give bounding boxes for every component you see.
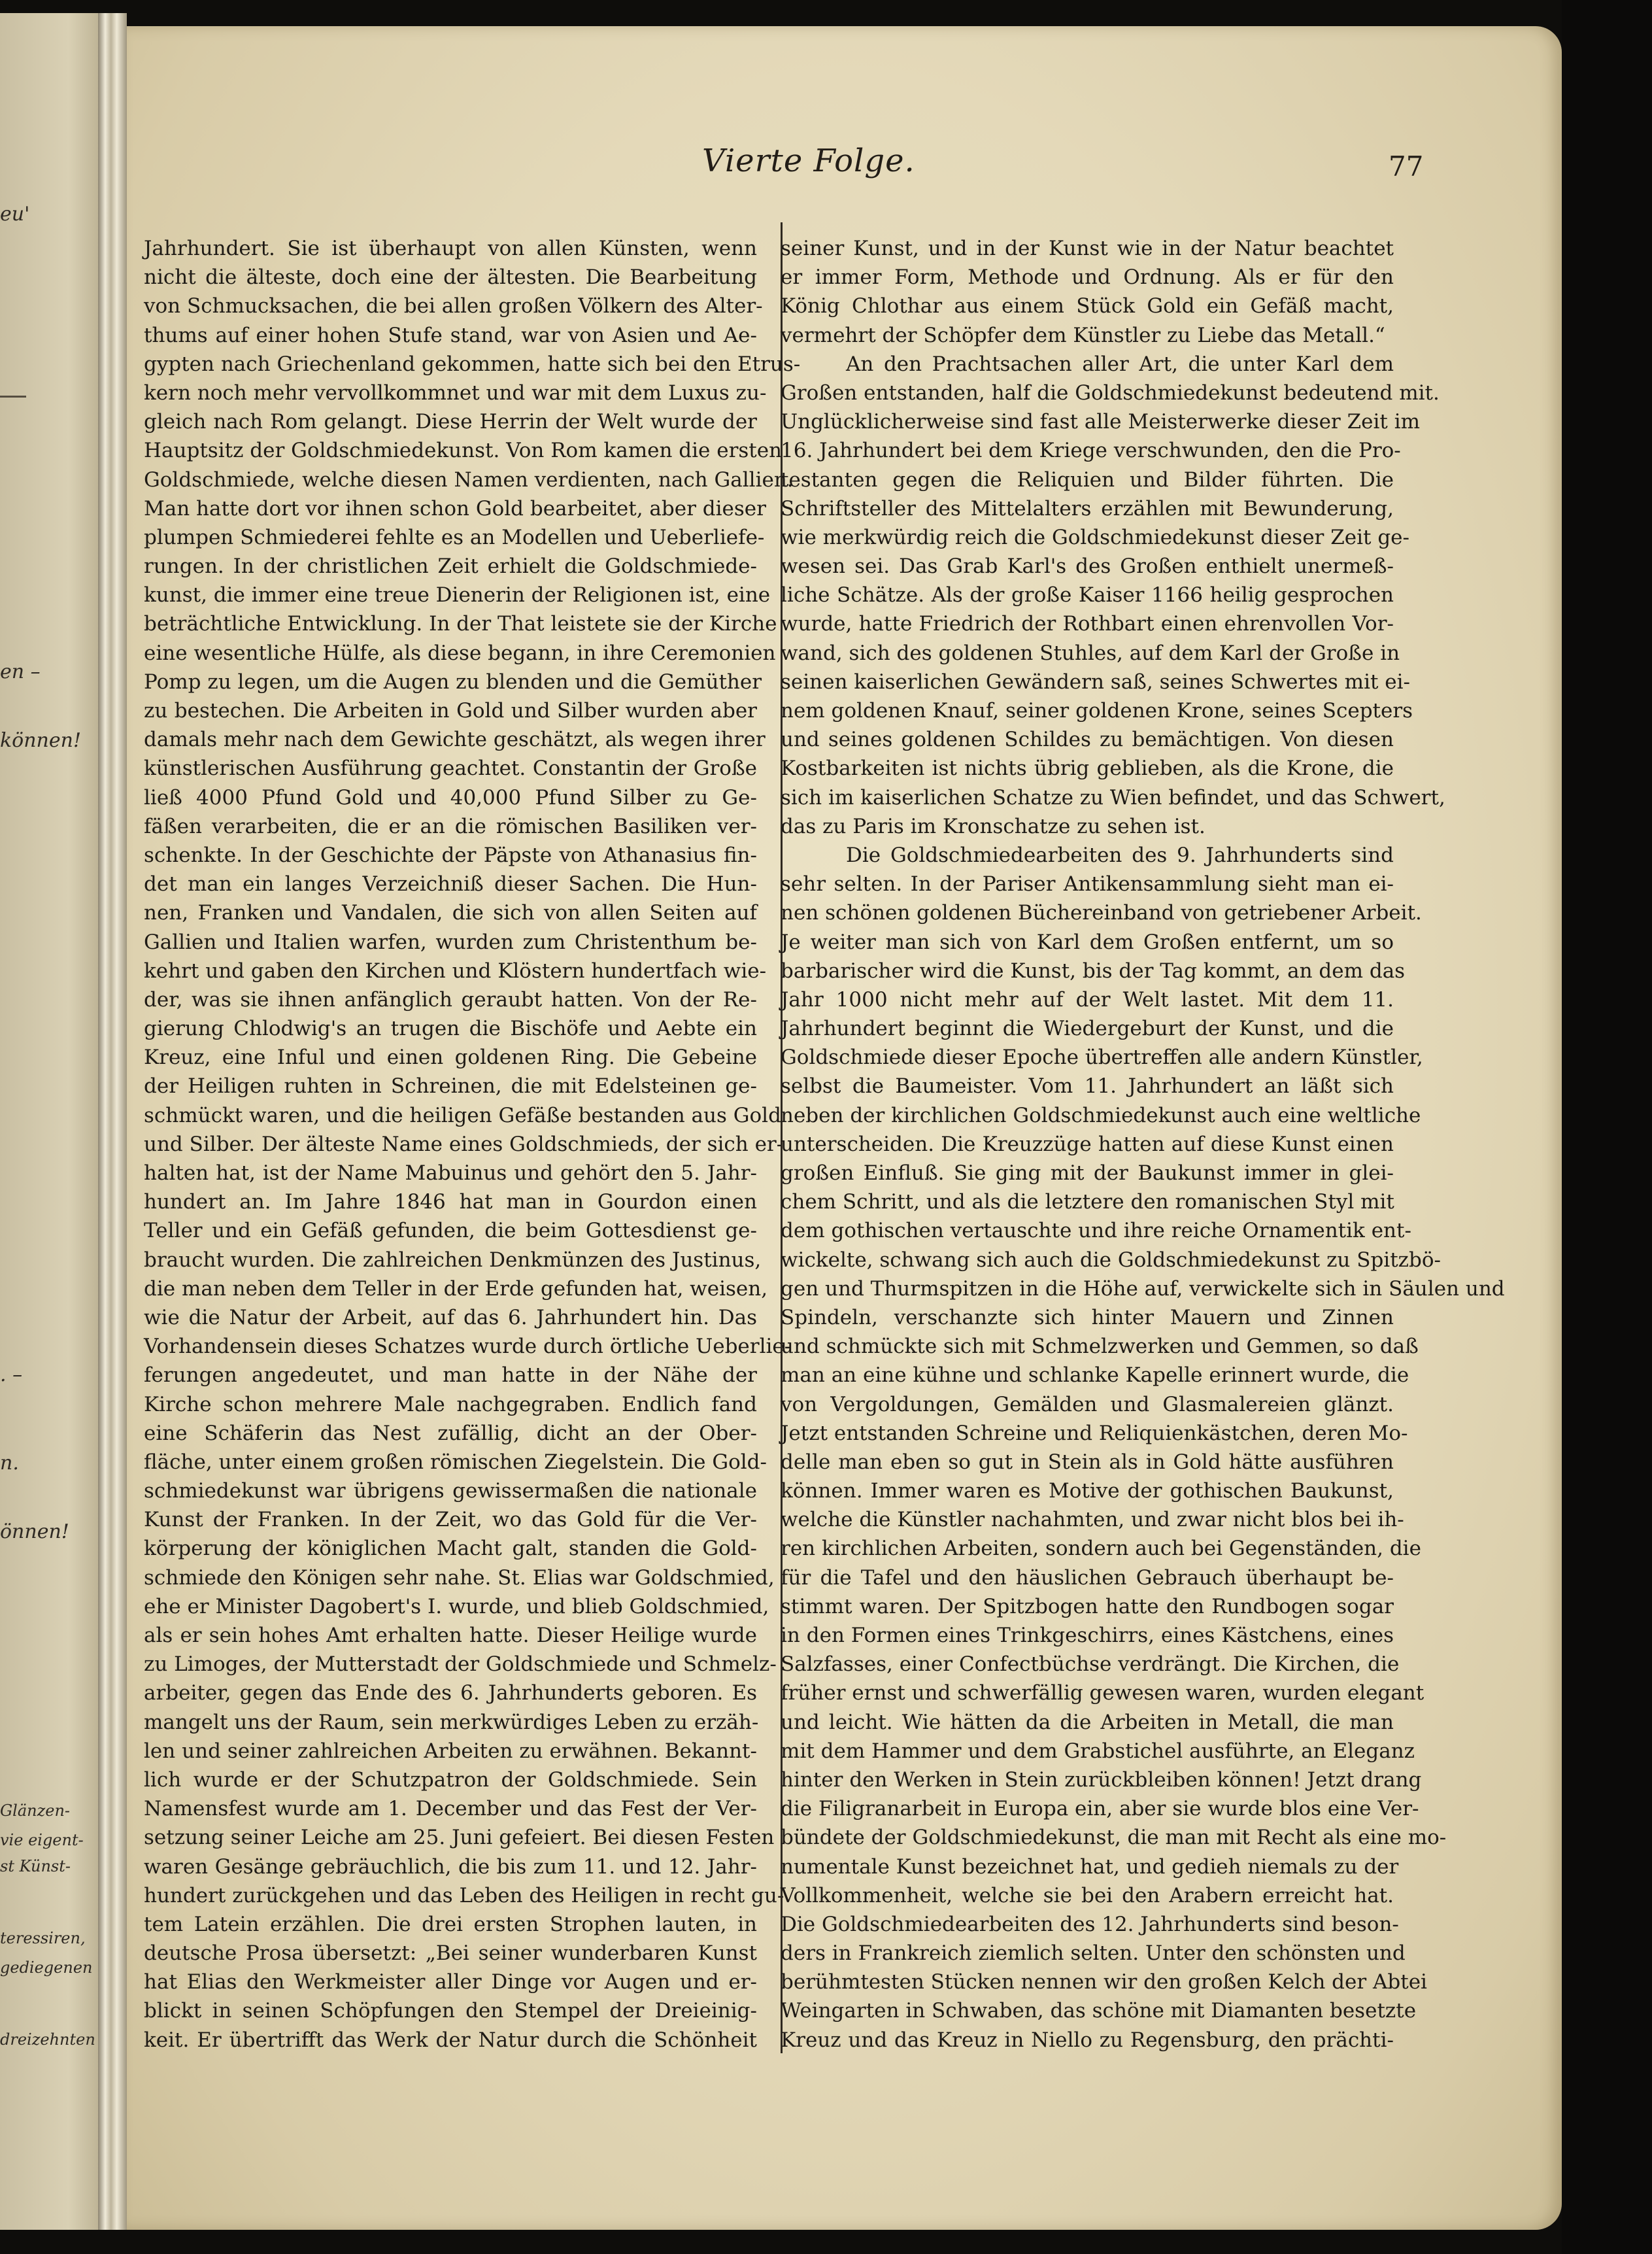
text-line: Spindeln, verschanzte sich hinter Mauern und Zinnen <box>781 1305 1394 1329</box>
text-line: sehr selten. In der Pariser Antikensammlung sieht man ei- <box>781 872 1394 896</box>
text-line: eine Schäferin das Nest zufällig, dicht an der Ober- <box>144 1421 757 1445</box>
book-page <box>127 26 1562 2230</box>
text-line: körperung der königlichen Macht galt, standen die Gold- <box>144 1537 757 1561</box>
text-line: neben der kirchlichen Goldschmiedekunst auch eine weltliche <box>781 1103 1421 1127</box>
text-line: An den Prachtsachen aller Art, die unter Karl dem <box>846 352 1394 376</box>
text-line: Weingarten in Schwaben, das schöne mit Diamanten besetzte <box>781 1999 1417 2023</box>
text-line: Teller und ein Gefäß gefunden, die beim Gottesdienst ge- <box>144 1219 757 1243</box>
text-line: kunst, die immer eine treue Dienerin der Religionen ist, eine <box>144 583 771 607</box>
text-line: kehrt und gaben den Kirchen und Klöstern hundertfach wie- <box>144 959 767 983</box>
text-line: len und seiner zahlreichen Arbeiten zu erwähnen. Bekannt- <box>144 1739 757 1763</box>
text-line: von Vergoldungen, Gemälden und Glasmalereien glänzt. <box>781 1392 1394 1416</box>
text-line: welche die Künstler nachahmten, und zwar nicht blos bei ih- <box>781 1508 1404 1532</box>
text-line: beträchtliche Entwicklung. In der That leistete sie der Kirche <box>144 612 777 636</box>
text-line: die man neben dem Teller in der Erde gefunden hat, weisen, <box>144 1276 768 1301</box>
text-line: eine wesentliche Hülfe, als diese begann, in ihre Ceremonien <box>144 641 776 665</box>
text-line: man an eine kühne und schlanke Kapelle erinnert wurde, die <box>781 1363 1409 1388</box>
text-line: barbarischer wird die Kunst, bis der Tag kommt, an dem das <box>781 959 1406 983</box>
text-line: Großen entstanden, half die Goldschmiedekunst bedeutend mit. <box>781 381 1440 405</box>
facing-page-fragment: gediegenen <box>0 1958 93 1977</box>
text-line: blickt in seinen Schöpfungen den Stempel der Dreieinig- <box>144 1999 757 2023</box>
text-line: Kostbarkeiten ist nichts übrig geblieben, als die Krone, die <box>781 757 1394 781</box>
text-line: tem Latein erzählen. Die drei ersten Strophen lauten, in <box>144 1912 757 1936</box>
text-line: Kirche schon mehrere Male nachgegraben. Endlich fand <box>144 1392 757 1416</box>
text-line: Vollkommenheit, welche sie bei den Arabern erreicht hat. <box>781 1883 1394 1907</box>
text-line: wie merkwürdig reich die Goldschmiedekunst dieser Zeit ge- <box>781 525 1409 549</box>
facing-page-fragment: können! <box>0 729 82 752</box>
facing-page-rule <box>0 396 26 398</box>
text-line: Jetzt entstanden Schreine und Reliquienkästchen, deren Mo- <box>781 1421 1408 1445</box>
text-line: ren kirchlichen Arbeiten, sondern auch bei Gegenständen, die <box>781 1537 1421 1561</box>
text-line: numentale Kunst bezeichnet hat, und gedieh niemals zu der <box>781 1854 1399 1879</box>
text-line: mit dem Hammer und dem Grabstichel ausführte, an Eleganz <box>781 1739 1415 1763</box>
text-line: nem goldenen Knauf, seiner goldenen Krone, seines Scepters <box>781 699 1413 723</box>
running-head: Vierte Folge. <box>702 143 915 179</box>
text-line: der Heiligen ruhten in Schreinen, die mit Edelsteinen ge- <box>144 1074 757 1099</box>
text-line: deutsche Prosa übersetzt: „Bei seiner wunderbaren Kunst <box>144 1941 757 1966</box>
text-line: Vorhandensein dieses Schatzes wurde durch örtliche Ueberlie- <box>144 1335 792 1359</box>
text-line: gierung Chlodwig's an trugen die Bischöfe und Aebte ein <box>144 1017 757 1041</box>
text-line: Jahrhundert beginnt die Wiedergeburt der Kunst, und die <box>781 1017 1394 1041</box>
facing-page-fragment: Glänzen- <box>0 1801 71 1820</box>
text-line: 16. Jahrhundert bei dem Kriege verschwunden, den die Pro- <box>781 439 1401 463</box>
text-line: und Silber. Der älteste Name eines Goldschmieds, der sich er- <box>144 1132 784 1156</box>
text-line: seinen kaiserlichen Gewändern saß, seines Schwertes mit ei- <box>781 670 1411 694</box>
text-line: wie die Natur der Arbeit, auf das 6. Jahrhundert hin. Das <box>144 1305 757 1329</box>
text-line: Jahrhundert. Sie ist überhaupt von allen Künsten, wenn <box>144 237 757 260</box>
text-line: ders in Frankreich ziemlich selten. Unter den schönsten und <box>781 1941 1406 1966</box>
text-line: setzung seiner Leiche am 25. Juni gefeiert. Bei diesen Festen <box>144 1826 775 1850</box>
text-line: Je weiter man sich von Karl dem Großen entfernt, um so <box>781 930 1394 954</box>
text-line: Die Goldschmiedearbeiten des 12. Jahrhunderts sind beson- <box>781 1912 1399 1936</box>
facing-page-fragment: st Künst- <box>0 1857 71 1875</box>
text-column-right <box>781 234 1505 2055</box>
text-line: bündete der Goldschmiedekunst, die man mit Recht als eine mo- <box>781 1826 1447 1850</box>
text-line: unterscheiden. Die Kreuzzüge hatten auf diese Kunst einen <box>781 1132 1394 1156</box>
text-line: Kunst der Franken. In der Zeit, wo das Gold für die Ver- <box>144 1508 757 1532</box>
text-line: fäßen verarbeiten, die er an die römischen Basiliken ver- <box>144 814 757 838</box>
text-line: sich im kaiserlichen Schatze zu Wien befindet, und das Schwert, <box>781 785 1445 810</box>
text-line: hundert zurückgehen und das Leben des Heiligen in recht gu- <box>144 1883 784 1907</box>
text-line: Kreuz und das Kreuz in Niello zu Regensburg, den prächti- <box>781 2028 1394 2052</box>
text-line: Namensfest wurde am 1. December und das Fest der Ver- <box>144 1797 757 1821</box>
text-line: Die Goldschmiedearbeiten des 9. Jahrhunderts sind <box>846 843 1394 867</box>
text-line: gen und Thurmspitzen in die Höhe auf, verwickelte sich in Säulen und <box>781 1276 1505 1301</box>
text-line: und leicht. Wie hätten da die Arbeiten in Metall, die man <box>781 1710 1394 1734</box>
text-line: wesen sei. Das Grab Karl's des Großen enthielt unermeß- <box>781 555 1394 579</box>
text-line: künstlerischen Ausführung geachtet. Constantin der Große <box>144 757 757 781</box>
text-line: schmückt waren, und die heiligen Gefäße bestanden aus Gold <box>144 1103 781 1127</box>
text-line: arbeiter, gegen das Ende des 6. Jahrhunderts geboren. Es <box>144 1681 757 1705</box>
text-line: in den Formen eines Trinkgeschirrs, eines Kästchens, eines <box>781 1624 1394 1647</box>
page-number: 77 <box>1389 150 1424 182</box>
facing-page-fragment: dreizehnten <box>0 2030 95 2049</box>
text-line: wand, sich des goldenen Stuhles, auf dem Karl der Große in <box>781 641 1400 665</box>
text-line: rungen. In der christlichen Zeit erhielt die Goldschmiede- <box>144 555 757 579</box>
text-line: wurde, hatte Friedrich der Rothbart einen ehrenvollen Vor- <box>781 612 1394 636</box>
text-line: König Chlothar aus einem Stück Gold ein Gefäß macht, <box>781 294 1394 318</box>
text-line: gypten nach Griechenland gekommen, hatte sich bei den Etrus- <box>144 352 801 376</box>
text-line: zu bestechen. Die Arbeiten in Gold und Silber wurden aber <box>144 699 757 723</box>
text-line: Unglücklicherweise sind fast alle Meisterwerke dieser Zeit im <box>781 410 1421 434</box>
text-line: er immer Form, Methode und Ordnung. Als er für den <box>781 265 1394 290</box>
text-line: Pomp zu legen, um die Augen zu blenden und die Gemüther <box>144 670 762 694</box>
text-line: nen schönen goldenen Büchereinband von getriebener Arbeit. <box>781 901 1422 925</box>
text-line: berühmtesten Stücken nennen wir den großen Kelch der Abtei <box>781 1970 1427 1994</box>
text-line: seiner Kunst, und in der Kunst wie in der Natur beachtet <box>781 237 1394 260</box>
text-line: Kreuz, eine Inful und einen goldenen Ring. Die Gebeine <box>144 1046 757 1070</box>
text-line: mangelt uns der Raum, sein merkwürdiges Leben zu erzäh- <box>144 1710 759 1734</box>
text-line: gleich nach Rom gelangt. Diese Herrin der Welt wurde der <box>144 410 757 434</box>
text-line: die Filigranarbeit in Europa ein, aber sie wurde blos eine Ver- <box>781 1797 1419 1821</box>
text-line: Man hatte dort vor ihnen schon Gold bearbeitet, aber dieser <box>144 496 766 521</box>
text-line: als er sein hohes Amt erhalten hatte. Dieser Heilige wurde <box>144 1624 757 1647</box>
text-line: lich wurde er der Schutzpatron der Goldschmiede. Sein <box>144 1767 757 1792</box>
text-line: braucht wurden. Die zahlreichen Denkmünzen des Justinus, <box>144 1248 762 1272</box>
text-line: keit. Er übertrifft das Werk der Natur durch die Schönheit <box>144 2028 757 2052</box>
text-line: zu Limoges, der Mutterstadt der Goldschmiede und Schmelz- <box>144 1652 777 1677</box>
facing-page-edge <box>0 13 98 2230</box>
text-line: det man ein langes Verzeichniß dieser Sachen. Die Hun- <box>144 872 757 896</box>
text-line: wickelte, schwang sich auch die Goldschmiedekunst zu Spitzbö- <box>781 1248 1441 1272</box>
text-line: stimmt waren. Der Spitzbogen hatte den Rundbogen sogar <box>781 1594 1394 1618</box>
facing-page-fragment: vie eigent- <box>0 1831 84 1849</box>
text-line: Gallien und Italien warfen, wurden zum Christenthum be- <box>144 930 757 954</box>
text-line: schmiedekunst war übrigens gewissermaßen die nationale <box>144 1479 757 1503</box>
text-line: damals mehr nach dem Gewichte geschätzt, als wegen ihrer <box>144 728 766 752</box>
text-line: halten hat, ist der Name Mabuinus und gehört den 5. Jahr- <box>144 1161 757 1185</box>
text-line: ließ 4000 Pfund Gold und 40,000 Pfund Silber zu Ge- <box>144 785 757 810</box>
text-line: von Schmucksachen, die bei allen großen Völkern des Alter- <box>144 294 763 318</box>
text-line: früher ernst und schwerfällig gewesen waren, wurden elegant <box>781 1681 1424 1705</box>
text-line: ehe er Minister Dagobert's I. wurde, und blieb Goldschmied, <box>144 1594 769 1618</box>
facing-page-fragment: eu' <box>0 203 30 226</box>
text-line: können. Immer waren es Motive der gothischen Baukunst, <box>781 1479 1394 1503</box>
text-line: und seines goldenen Schildes zu bemächtigen. Von diesen <box>781 728 1394 752</box>
text-line: ferungen angedeutet, und man hatte in der Nähe der <box>144 1363 757 1388</box>
text-line: nen, Franken und Vandalen, die sich von allen Seiten auf <box>144 901 757 925</box>
facing-page-fragment: teressiren, <box>0 1929 86 1947</box>
text-line: Hauptsitz der Goldschmiedekunst. Von Rom kamen die ersten <box>144 439 783 463</box>
text-line: der, was sie ihnen anfänglich geraubt hatten. Von der Re- <box>144 987 757 1012</box>
text-line: hinter den Werken in Stein zurückbleiben können! Jetzt drang <box>781 1767 1422 1792</box>
text-line: testanten gegen die Reliquien und Bilder führten. Die <box>781 468 1394 492</box>
text-line: plumpen Schmiederei fehlte es an Modellen und Ueberliefe- <box>144 525 765 549</box>
facing-page-fragment: önnen! <box>0 1520 69 1543</box>
text-line: hat Elias den Werkmeister aller Dinge vor Augen und er- <box>144 1970 757 1994</box>
text-line: Salzfasses, einer Confectbüchse verdrängt. Die Kirchen, die <box>781 1652 1400 1677</box>
text-line: hundert an. Im Jahre 1846 hat man in Gourdon einen <box>144 1190 757 1214</box>
text-line: thums auf einer hohen Stufe stand, war von Asien und Ae- <box>144 323 757 347</box>
text-line: dem gothischen vertauschte und ihre reiche Ornamentik ent- <box>781 1219 1411 1243</box>
text-line: für die Tafel und den häuslichen Gebrauch überhaupt be- <box>781 1565 1394 1590</box>
text-line: und schmückte sich mit Schmelzwerken und Gemmen, so daß <box>781 1335 1419 1359</box>
facing-page-fragment: en – <box>0 660 41 683</box>
text-line: schmiede den Königen sehr nahe. St. Elias war Goldschmied, <box>144 1565 775 1590</box>
text-line: delle man eben so gut in Stein als in Gold hätte ausführen <box>781 1450 1394 1474</box>
text-line: chem Schritt, und als die letztere den romanischen Styl mit <box>781 1190 1394 1214</box>
text-line: Goldschmiede dieser Epoche übertreffen alle andern Künstler, <box>781 1046 1423 1070</box>
book-gutter <box>98 13 127 2230</box>
text-column-left <box>144 234 801 2055</box>
text-line: kern noch mehr vervollkommnet und war mit dem Luxus zu- <box>144 381 767 405</box>
text-line: Schriftsteller des Mittelalters erzählen mit Bewunderung, <box>781 496 1394 521</box>
scan-background-edge <box>1562 0 1652 2254</box>
facing-page-fragment: . – <box>0 1363 23 1386</box>
text-line: schenkte. In der Geschichte der Päpste von Athanasius fin- <box>144 843 757 867</box>
text-line: selbst die Baumeister. Vom 11. Jahrhundert an läßt sich <box>781 1074 1394 1099</box>
text-line: vermehrt der Schöpfer dem Künstler zu Liebe das Metall.“ <box>781 323 1385 347</box>
facing-page-fragment: n. <box>0 1452 19 1475</box>
text-line: fläche, unter einem großen römischen Ziegelstein. Die Gold- <box>144 1450 767 1474</box>
text-line: Jahr 1000 nicht mehr auf der Welt lastet. Mit dem 11. <box>781 987 1394 1012</box>
text-line: das zu Paris im Kronschatze zu sehen ist. <box>781 814 1205 838</box>
text-line: großen Einfluß. Sie ging mit der Baukunst immer in glei- <box>781 1161 1394 1185</box>
text-line: waren Gesänge gebräuchlich, die bis zum 11. und 12. Jahr- <box>144 1854 757 1879</box>
text-line: Goldschmiede, welche diesen Namen verdienten, nach Gallien. <box>144 468 794 492</box>
text-line: liche Schätze. Als der große Kaiser 1166 heilig gesprochen <box>781 583 1394 607</box>
text-line: nicht die älteste, doch eine der ältesten. Die Bearbeitung <box>144 265 757 290</box>
